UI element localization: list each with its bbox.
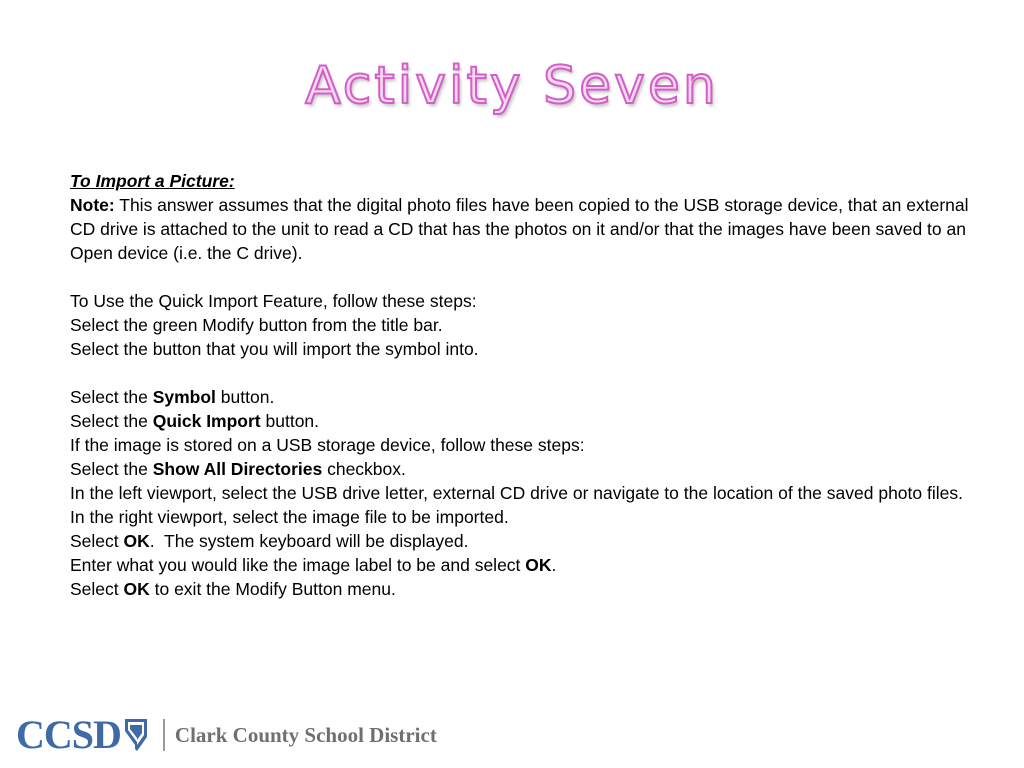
note-label: Note: — [70, 195, 115, 215]
step-quick-import-bold: Quick Import — [152, 411, 261, 431]
slide-title: Activity Seven — [305, 56, 719, 116]
step-quick-import — [70, 409, 970, 433]
spacer — [70, 361, 970, 385]
step-symbol-bold: Symbol — [152, 387, 216, 407]
note-text: This answer assumes that the digital photo files have been copied to the USB storage device, that an external CD drive is attached to the unit to read a CD that has the photos on it and/or that the images have been saved to an Open device (i.e. the C drive). — [70, 195, 969, 263]
step-exit — [70, 577, 970, 601]
step-ok-keyboard-post: . The system keyboard will be displayed. — [149, 531, 469, 551]
section-heading: To Import a Picture: — [70, 171, 235, 191]
nevada-state-icon — [123, 717, 151, 753]
usb-intro: If the image is stored on a USB storage device, follow these steps: — [70, 435, 585, 455]
step-enter-label — [70, 553, 970, 577]
step-show-all — [70, 457, 970, 481]
quick-import-intro: To Use the Quick Import Feature, follow these steps: — [70, 291, 477, 311]
spacer — [70, 265, 970, 289]
footer-logo — [16, 714, 437, 756]
step-symbol-post: button. — [215, 387, 275, 407]
step-right-viewport: In the right viewport, select the image file to be imported. — [70, 507, 509, 527]
step-quick-import-post: button. — [260, 411, 320, 431]
district-name: Clark County School District — [174, 723, 437, 747]
step-left-viewport: In the left viewport, select the USB drive letter, external CD drive or navigate to the location of the saved photo files. — [70, 483, 963, 503]
step-symbol — [70, 385, 970, 409]
step-enter-label-post: . — [551, 555, 557, 575]
note-paragraph — [70, 193, 970, 265]
step-exit-pre: Select — [70, 579, 124, 599]
step-enter-label-bold: OK — [525, 555, 552, 575]
step-quick-import-pre: Select the — [70, 411, 153, 431]
step-ok-keyboard-pre: Select — [70, 531, 124, 551]
logo-divider — [163, 719, 165, 751]
step-modify: Select the green Modify button from the title bar. — [70, 315, 443, 335]
step-select-button: Select the button that you will import the symbol into. — [70, 339, 479, 359]
step-exit-post: to exit the Modify Button menu. — [149, 579, 396, 599]
step-enter-label-pre: Enter what you would like the image label to be and select — [70, 555, 526, 575]
slide-body — [70, 169, 970, 601]
ccsd-logo-text: CCSD — [16, 712, 121, 757]
step-show-all-post: checkbox. — [322, 459, 406, 479]
step-ok-keyboard-bold: OK — [123, 531, 150, 551]
step-show-all-pre: Select the — [70, 459, 153, 479]
step-exit-bold: OK — [123, 579, 150, 599]
step-show-all-bold: Show All Directories — [152, 459, 323, 479]
step-symbol-pre: Select the — [70, 387, 153, 407]
step-ok-keyboard — [70, 529, 970, 553]
